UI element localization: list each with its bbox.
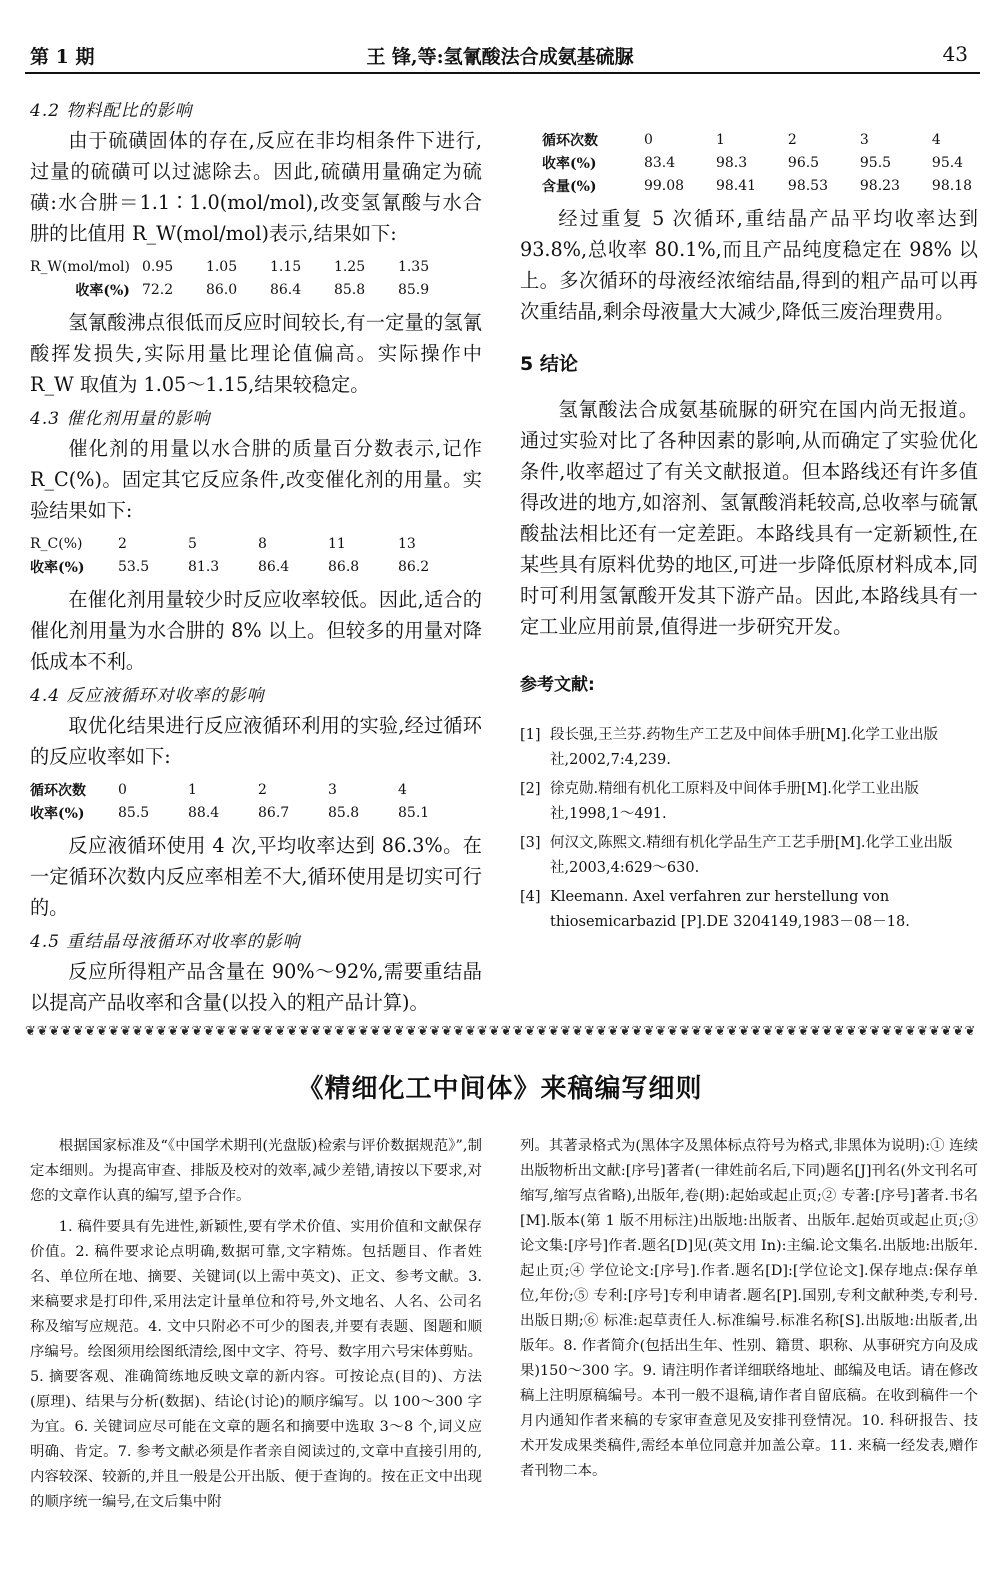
notice-left-column bbox=[30, 1134, 482, 1515]
section-4-2-paragraph-2: 氢氰酸沸点很低而反应时间较长,有一定量的氢氰酸挥发损失,实际用量比理论值偏高。实际操作中 R_W 取值为 1.05～1.15,结果较稳定。 bbox=[30, 311, 482, 396]
table-cell: 收率(%) bbox=[30, 559, 85, 576]
reference-text: 何汉文,陈熙文.精细有机化学品生产工艺手册[M].化学工业出版社,2003,4:629～630. bbox=[550, 835, 953, 876]
section-4-2-heading: 4.2 物料配比的影响 bbox=[30, 101, 193, 121]
header-rule bbox=[25, 72, 980, 74]
table-cell: 85.9 bbox=[397, 281, 430, 298]
table-cell: 86.0 bbox=[205, 281, 238, 298]
table-cell: 1 bbox=[188, 781, 197, 798]
reference-list bbox=[520, 723, 978, 935]
table-rw-yield bbox=[30, 255, 435, 301]
table-cell: 98.23 bbox=[859, 177, 900, 194]
conclusion-paragraph: 氢氰酸法合成氨基硫脲的研究在国内尚无报道。通过实验对比了各种因素的影响,从而确定了实验优化条件,收率超过了有关文献报道。但本路线还有许多值得改进的地方,如溶剂、氢氰酸消耗较高,总收率与硫氰酸盐法相比还有一定差距。本路线具有一定新颖性,在某些具有原料优势的地区,可进一步降低原材料成本,同时可利用氢氰酸开发其下游产品。因此,本路线具有一定工业应用前景,值得进一步研究开发。 bbox=[520, 398, 978, 638]
table-row bbox=[30, 778, 435, 801]
table-cell: 5 bbox=[188, 535, 197, 552]
references-heading: 参考文献: bbox=[520, 675, 595, 695]
table-cell: 收率(%) bbox=[542, 155, 597, 172]
table-cell: 85.8 bbox=[333, 281, 366, 298]
reference-number: [4] bbox=[520, 889, 541, 905]
table-cell: 11 bbox=[328, 535, 346, 552]
table-cell: 收率(%) bbox=[30, 805, 85, 822]
reference-text: Kleemann. Axel verfahren zur herstellung von thiosemicarbazid [P].DE 3204149,1983－08－18. bbox=[550, 889, 910, 930]
table-cell: 99.08 bbox=[643, 177, 685, 194]
table-cell: 13 bbox=[398, 535, 416, 552]
table-cell: 53.5 bbox=[118, 558, 150, 575]
reference-item bbox=[520, 885, 978, 935]
decorative-divider: ❦❦❦❦❦❦❦❦❦❦❦❦❦❦❦❦❦❦❦❦❦❦❦❦❦❦❦❦❦❦❦❦❦❦❦❦❦❦❦❦❦❦❦❦❦❦❦❦❦❦❦❦❦❦❦❦❦❦❦❦❦❦❦❦❦❦❦❦❦❦❦❦❦❦❦❦❦❦❦❦ bbox=[25, 1024, 977, 1038]
table-cell: 4 bbox=[931, 131, 941, 148]
notice-intro: 根据国家标准及“《中国学术期刊(光盘版)检索与评价数据规范》”,制定本细则。为提高审查、排版及校对的效率,减少差错,请按以下要求,对您的文章作认真的编写,望予合作。 bbox=[30, 1138, 482, 1204]
table-cell: 循环次数 bbox=[30, 782, 86, 799]
table-cell: 81.3 bbox=[188, 558, 220, 575]
section-4-3-heading: 4.3 催化剂用量的影响 bbox=[30, 409, 211, 429]
reference-text: 徐克勋.精细有机化工原料及中间体手册[M].化学工业出版社,1998,1～491. bbox=[550, 781, 919, 822]
table-cell: R_W(mol/mol) bbox=[30, 258, 130, 275]
section-4-3-paragraph-2: 在催化剂用量较少时反应收率较低。因此,适合的催化剂用量为水合肼的 8% 以上。但较多的用量对降低成本不利。 bbox=[30, 588, 482, 673]
section-4-4-heading: 4.4 反应液循环对收率的影响 bbox=[30, 686, 265, 706]
table-row bbox=[520, 151, 978, 174]
table-cell: 0 bbox=[643, 131, 653, 148]
table-cell: 86.7 bbox=[258, 804, 290, 821]
reference-number: [3] bbox=[520, 835, 541, 851]
table-cell: 85.5 bbox=[118, 804, 150, 821]
section-4-4-paragraph-2: 反应液循环使用 4 次,平均收率达到 86.3%。在一定循环次数内反应率相差不大,循环使用是切实可行的。 bbox=[30, 834, 482, 919]
table-row bbox=[520, 128, 978, 151]
running-title: 王 锋,等:氢氰酸法合成氨基硫脲 bbox=[366, 46, 634, 68]
section-4-2-paragraph-1: 由于硫磺固体的存在,反应在非均相条件下进行,过量的硫磺可以过滤除去。因此,硫磺用量确定为硫磺:水合肼＝1.1∶1.0(mol/mol),改变氢氰酸与水合肼的比值用 R_W(mol/mol)表示,结果如下: bbox=[30, 129, 482, 245]
table-cell: 86.2 bbox=[398, 558, 430, 575]
table-row bbox=[30, 532, 435, 555]
table-cell: 98.53 bbox=[787, 177, 828, 194]
table-cell: 88.4 bbox=[188, 804, 220, 821]
reference-number: [2] bbox=[520, 781, 541, 797]
table-recrystallization-cycle bbox=[520, 128, 978, 197]
table-cell: 95.4 bbox=[931, 154, 964, 171]
table-cell: 1.35 bbox=[397, 258, 430, 275]
table-cell: 收率(%) bbox=[75, 282, 130, 299]
notice-rules-part-2: 列。其著录格式为(黑体字及黑体标点符号为格式,非黑体为说明):① 连续出版物析出文献:[序号]著者(一律姓前名后,下同)题名[J]刊名(外文刊名可缩写,缩写点省略),出版年,卷(期):起始或起止页;② 专著:[序号]著者.书名[M].版本(第 1 版不用标注)出版地:出版者、出版年.起始页或起止页;③ 论文集:[序号]作者.题名[D]见(英文用 In):主编.论文集名.出版地:出版年.起止页;④ 学位论文:[序号].作者.题名[D]:[学位论文].保存地点:保存单位,年份;⑤ 专利:[序号]专利申请者.题名[P].国别,专利文献种类,专利号.出版日期;⑥ 标准:起草责任人.标准编号.标准名称[S].出版地:出版者,出版年。8. 作者简介(包括出生年、性别、籍贯、职称、从事研究方向及成果)150～300 字。9. 请注明作者详细联络地址、邮编及电话。请在修改稿上注明原稿编号。本刊一般不退稿,请作者自留底稿。在收到稿件一个月内通知作者来稿的专家审查意见及安排刊登情况。10. 科研报告、技术开发成果类稿件,需经本单位同意并加盖公章。11. 来稿一经发表,赠作者刊物二本。 bbox=[520, 1138, 978, 1479]
table-row bbox=[30, 801, 435, 824]
reference-item bbox=[520, 831, 978, 881]
table-cell: 83.4 bbox=[643, 154, 676, 171]
table-row bbox=[30, 255, 435, 278]
table-cell: 96.5 bbox=[787, 154, 820, 171]
table-cell: 含量(%) bbox=[542, 178, 597, 195]
table-cell: 86.8 bbox=[328, 558, 360, 575]
section-4-3-paragraph-1: 催化剂的用量以水合肼的质量百分数表示,记作 R_C(%)。固定其它反应条件,改变催化剂的用量。实验结果如下: bbox=[30, 437, 482, 522]
reference-number: [1] bbox=[520, 727, 541, 743]
table-cell: 85.8 bbox=[328, 804, 360, 821]
notice-title: 《精细化工中间体》来稿编写细则 bbox=[297, 1074, 703, 1104]
notice-right-column bbox=[520, 1134, 978, 1484]
reference-text: 段长强,王兰芬.药物生产工艺及中间体手册[M].化学工业出版社,2002,7:4,239. bbox=[550, 727, 938, 768]
table-row bbox=[30, 278, 435, 301]
notice-rules-part-1: 1. 稿件要具有先进性,新颖性,要有学术价值、实用价值和文献保存价值。2. 稿件要求论点明确,数据可靠,文字精炼。包括题目、作者姓名、单位所在地、摘要、关键词(以上需中英文)、正文、参考文献。3.来稿要求是打印件,采用法定计量单位和符号,外文地名、人名、公司名称及缩写应规范。4. 文中只附必不可少的图表,并要有表题、图题和顺序编号。绘图须用绘图纸清绘,图中文字、符号、数字用六号宋体剪贴。5. 摘要客观、准确简练地反映文章的新内容。可按论点(目的)、方法(原理)、结果与分析(数据)、结论(讨论)的顺序编写。以 100～300 字为宜。6. 关键词应尽可能在文章的题名和摘要中选取 3～8 个,词义应明确、肯定。7. 参考文献必须是作者亲自阅读过的,文章中直接引用的,内容较深、较新的,并且一般是公开出版、便于查询的。按在正文中出现的顺序统一编号,在文后集中附 bbox=[30, 1219, 482, 1510]
table-cell: 1.15 bbox=[269, 258, 302, 275]
table-cell: 2 bbox=[258, 781, 267, 798]
table-rc-yield bbox=[30, 532, 435, 578]
section-5-heading: 5 结论 bbox=[520, 353, 578, 375]
section-4-5-paragraph-1: 反应所得粗产品含量在 90%～92%,需要重结晶以提高产品收率和含量(以投入的粗产品计算)。 bbox=[30, 960, 482, 1014]
issue-label: 第 1 期 bbox=[30, 46, 95, 68]
recrystallization-paragraph: 经过重复 5 次循环,重结晶产品平均收率达到 93.8%,总收率 80.1%,而且产品纯度稳定在 98% 以上。多次循环的母液经浓缩结晶,得到的粗产品可以再次重结晶,剩余母液量大大减少,降低三废治理费用。 bbox=[520, 207, 978, 323]
table-cell: 1.05 bbox=[205, 258, 238, 275]
table-cell: 86.4 bbox=[258, 558, 290, 575]
right-column bbox=[520, 128, 978, 935]
table-cell: 98.18 bbox=[931, 177, 972, 194]
table-cell: 3 bbox=[328, 781, 337, 798]
table-row bbox=[520, 174, 978, 197]
table-cell: 86.4 bbox=[269, 281, 302, 298]
table-cycle-yield bbox=[30, 778, 435, 824]
table-cell: 2 bbox=[118, 535, 127, 552]
table-cell: 98.3 bbox=[715, 154, 748, 171]
table-cell: 98.41 bbox=[715, 177, 757, 194]
table-cell: 8 bbox=[258, 535, 267, 552]
table-cell: 3 bbox=[859, 131, 869, 148]
table-cell: 85.1 bbox=[398, 804, 430, 821]
table-cell: 4 bbox=[398, 781, 407, 798]
table-cell: 0 bbox=[118, 781, 127, 798]
table-cell: 72.2 bbox=[141, 281, 174, 298]
table-cell: 1 bbox=[715, 131, 725, 148]
table-cell: 0.95 bbox=[141, 258, 174, 275]
table-cell: 2 bbox=[787, 131, 797, 148]
section-4-4-paragraph-1: 取优化结果进行反应液循环利用的实验,经过循环的反应收率如下: bbox=[30, 714, 482, 768]
section-4-5-heading: 4.5 重结晶母液循环对收率的影响 bbox=[30, 932, 301, 952]
table-row bbox=[30, 555, 435, 578]
table-cell: 1.25 bbox=[333, 258, 366, 275]
table-cell: 循环次数 bbox=[542, 132, 598, 149]
table-cell: R_C(%) bbox=[30, 535, 83, 552]
reference-item bbox=[520, 777, 978, 827]
page-number: 43 bbox=[942, 42, 968, 66]
left-column bbox=[30, 96, 482, 1018]
table-cell: 95.5 bbox=[859, 154, 892, 171]
reference-item bbox=[520, 723, 978, 773]
